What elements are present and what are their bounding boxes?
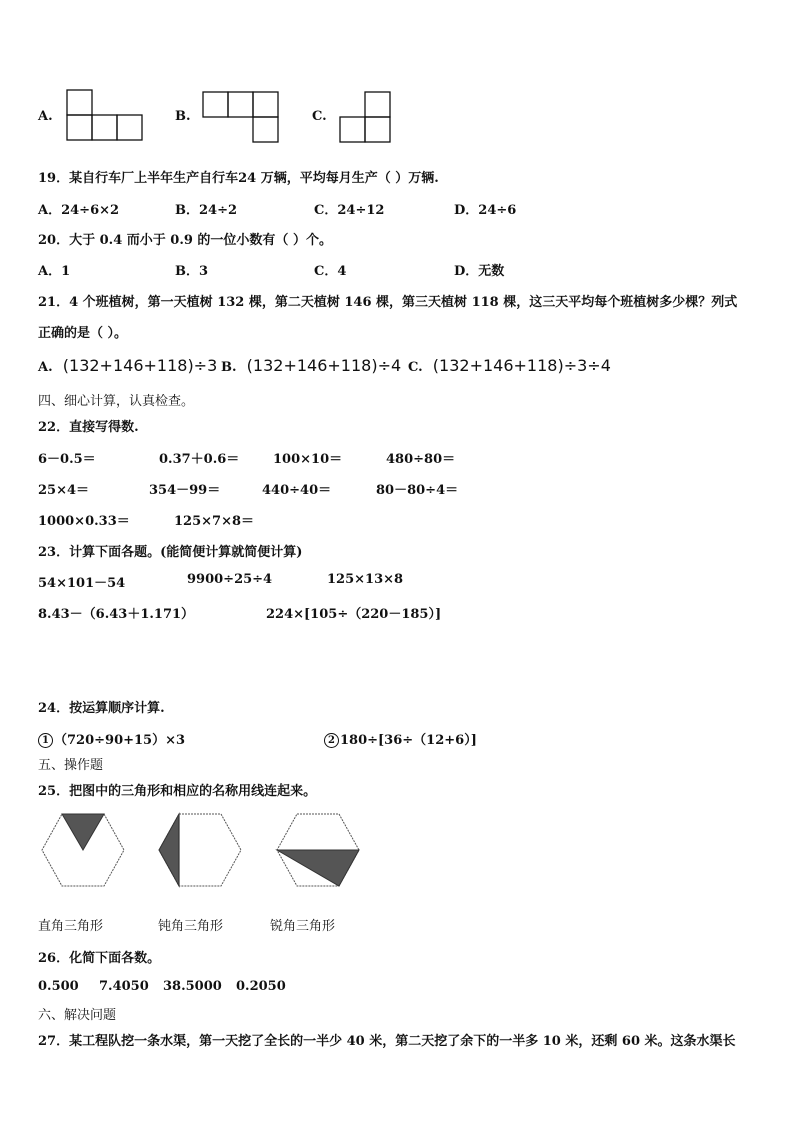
q20-option-b: B．3 xyxy=(175,264,209,279)
q20-stem: 20．大于 0.4 而小于 0.9 的一位小数有（ ）个。 xyxy=(38,233,332,248)
q22-stem: 22．直接写得数. xyxy=(38,420,139,435)
q27-stem: 27．某工程队挖一条水渠，第一天挖了全长的一半少 40 米，第二天挖了余下的一半多 10 米，还剩 60 米。这条水渠长 xyxy=(38,1034,736,1049)
q21-stem-line1: 21．4 个班植树，第一天植树 132 棵，第二天植树 146 棵，第三天植树 118 棵，这三天平均每个班植树多少棵？列式 xyxy=(38,295,738,310)
q21-option-c-letter: C. xyxy=(408,360,423,375)
q21-option-b-letter: B. xyxy=(221,360,237,375)
q18-figure-b xyxy=(202,91,280,143)
q21-option-b-expr: (132+146+118)÷4 xyxy=(246,356,402,375)
q23-item: 8.43－（6.43＋1.171） xyxy=(38,607,195,622)
q24-item-1-expr: （720÷90+15）×3 xyxy=(54,733,186,748)
q22-item: 354－99＝ xyxy=(149,483,221,498)
q25-hexagon-2 xyxy=(157,812,243,888)
q18-option-b-label: B. xyxy=(175,109,191,124)
q22-item: 0.37＋0.6＝ xyxy=(159,452,240,467)
q22-item: 440÷40＝ xyxy=(262,483,332,498)
q23-item: 9900÷25÷4 xyxy=(187,572,273,587)
q23-item: 54×101－54 xyxy=(38,576,126,591)
q23-item: 125×13×8 xyxy=(327,572,404,587)
q23-stem: 23．计算下面各题。(能简便计算就简便计算) xyxy=(38,545,303,560)
q20-option-d: D．无数 xyxy=(454,264,505,279)
q26-number: 7.4050 xyxy=(99,979,149,994)
q21-option-c xyxy=(408,356,611,375)
q18-figure-c xyxy=(339,91,393,143)
q25-name-right-triangle: 直角三角形 xyxy=(38,919,104,934)
q25-name-obtuse-triangle: 钝角三角形 xyxy=(158,919,224,934)
q25-hexagon-3 xyxy=(275,812,361,888)
q26-number: 0.2050 xyxy=(236,979,286,994)
q26-number: 38.5000 xyxy=(163,979,222,994)
section-5-heading: 五、操作题 xyxy=(38,758,104,773)
q24-item-1 xyxy=(38,729,185,748)
q22-item: 1000×0.33＝ xyxy=(38,514,130,529)
q19-option-c: C．24÷12 xyxy=(314,203,385,218)
q18-option-a-label: A. xyxy=(38,109,53,124)
q19-stem: 19．某自行车厂上半年生产自行车24 万辆，平均每月生产（ ）万辆. xyxy=(38,171,439,186)
q19-option-b: B．24÷2 xyxy=(175,203,238,218)
q24-item-1-number: 1 xyxy=(38,733,53,748)
q21-option-a-expr: (132+146+118)÷3 xyxy=(62,356,218,375)
section-4-heading: 四、细心计算，认真检查。 xyxy=(38,394,195,409)
q22-item: 80－80÷4＝ xyxy=(376,483,459,498)
q24-item-2-number: 2 xyxy=(324,733,339,748)
q22-item: 125×7×8＝ xyxy=(174,514,255,529)
q19-option-d: D．24÷6 xyxy=(454,203,517,218)
q22-item: 6－0.5＝ xyxy=(38,452,96,467)
q24-item-2 xyxy=(324,729,477,748)
q21-stem-line2: 正确的是（ ）。 xyxy=(38,326,128,341)
q20-option-c: C．4 xyxy=(314,264,347,279)
q24-item-2-expr: 180÷[36÷（12+6）] xyxy=(340,733,477,748)
q25-hexagon-1 xyxy=(40,812,126,888)
section-6-heading: 六、解决问题 xyxy=(38,1008,117,1023)
q21-option-c-expr: (132+146+118)÷3÷4 xyxy=(432,356,611,375)
q22-item: 25×4＝ xyxy=(38,483,90,498)
q21-option-a xyxy=(38,356,217,375)
q22-item: 480÷80＝ xyxy=(386,452,456,467)
q20-option-a: A．1 xyxy=(38,264,71,279)
q18-figure-a xyxy=(66,89,144,141)
q21-option-a-letter: A. xyxy=(38,360,53,375)
q23-item: 224×[105÷（220－185）] xyxy=(266,607,442,622)
q18-option-c-label: C. xyxy=(312,109,327,124)
q19-option-a: A．24÷6×2 xyxy=(38,203,120,218)
q25-stem: 25．把图中的三角形和相应的名称用线连起来。 xyxy=(38,784,317,799)
q24-stem: 24．按运算顺序计算. xyxy=(38,701,165,716)
q26-number: 0.500 xyxy=(38,979,79,994)
q21-option-b xyxy=(221,356,401,375)
q25-name-acute-triangle: 锐角三角形 xyxy=(270,919,336,934)
q22-item: 100×10＝ xyxy=(273,452,343,467)
q26-stem: 26．化简下面各数。 xyxy=(38,951,161,966)
